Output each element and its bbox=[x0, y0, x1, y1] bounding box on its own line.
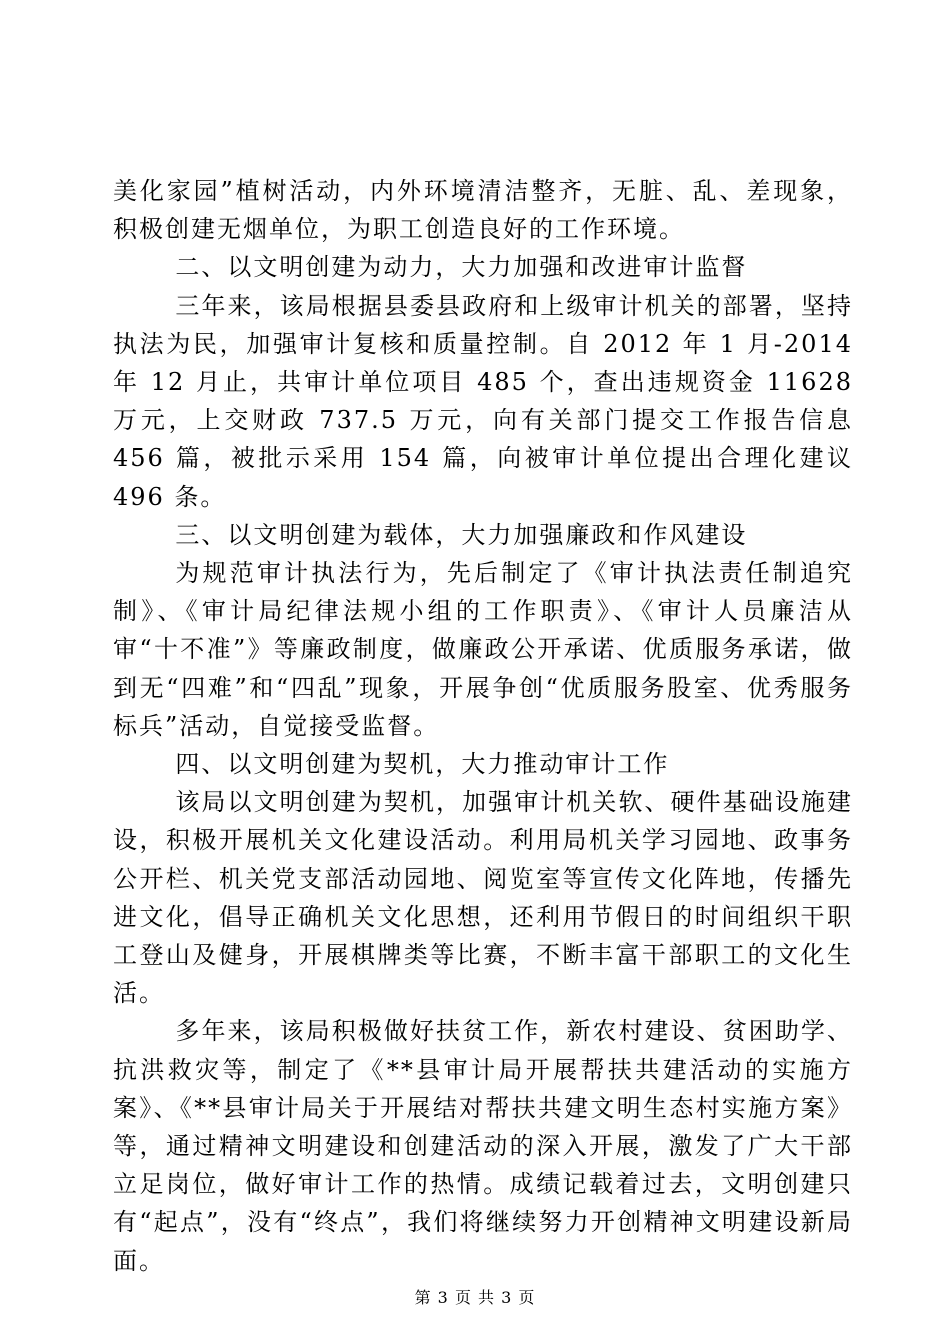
section-heading-4: 四、以文明创建为契机，大力推动审计工作 bbox=[175, 750, 670, 779]
paragraph-culture-building: 该局以文明创建为契机，加强审计机关软、硬件基础设施建设，积极开展机关文化建设活动。利用局机关学习园地、政事务公开栏、机关党支部活动园地、阅览室等宣传文化阵地，传播先进文化，倡导正确机关文化思想，还利用节假日的时间组织干职工登山及健身，开展棋牌类等比赛，不断丰富干部职工的文化生活。 bbox=[113, 788, 853, 1008]
section-heading-2: 二、以文明创建为动力，大力加强和改进审计监督 bbox=[175, 253, 748, 282]
paragraph-audit-statistics: 三年来，该局根据县委县政府和上级审计机关的部署，坚持执法为民，加强审计复核和质量控制。自 2012 年 1 月-2014 年 12 月止，共审计单位项目 485 个，查出违规资金 11628 万元，上交财政 737.5 万元，向有关部门提交工作报告信息 456 篇，被批示采用 154 篇，向被审计单位提出合理化建议 496 条。 bbox=[113, 291, 853, 511]
page-number-footer: 第 3 页 共 3 页 bbox=[414, 1288, 536, 1307]
paragraph-continuation: 美化家园”植树活动，内外环境清洁整齐，无脏、乱、差现象，积极创建无烟单位，为职工创造良好的工作环境。 bbox=[113, 177, 853, 244]
paragraph-poverty-relief: 多年来，该局积极做好扶贫工作，新农村建设、贫困助学、抗洪救灾等，制定了《**县审计局开展帮扶共建活动的实施方案》、《**县审计局关于开展结对帮扶共建文明生态村实施方案》等，通过精神文明建设和创建活动的深入开展，激发了广大干部立足岗位，做好审计工作的热情。成绩记载着过去，文明创建只有“起点”，没有“终点”，我们将继续努力开创精神文明建设新局面。 bbox=[113, 1017, 853, 1275]
document-body bbox=[113, 172, 853, 1280]
paragraph-integrity-rules: 为规范审计执法行为，先后制定了《审计执法责任制追究制》、《审计局纪律法规小组的工作职责》、《审计人员廉洁从审“十不准”》等廉政制度，做廉政公开承诺、优质服务承诺，做到无“四难”和“四乱”现象，开展争创“优质服务股室、优秀服务标兵”活动，自觉接受监督。 bbox=[113, 559, 853, 740]
section-heading-3: 三、以文明创建为载体，大力加强廉政和作风建设 bbox=[175, 520, 748, 549]
